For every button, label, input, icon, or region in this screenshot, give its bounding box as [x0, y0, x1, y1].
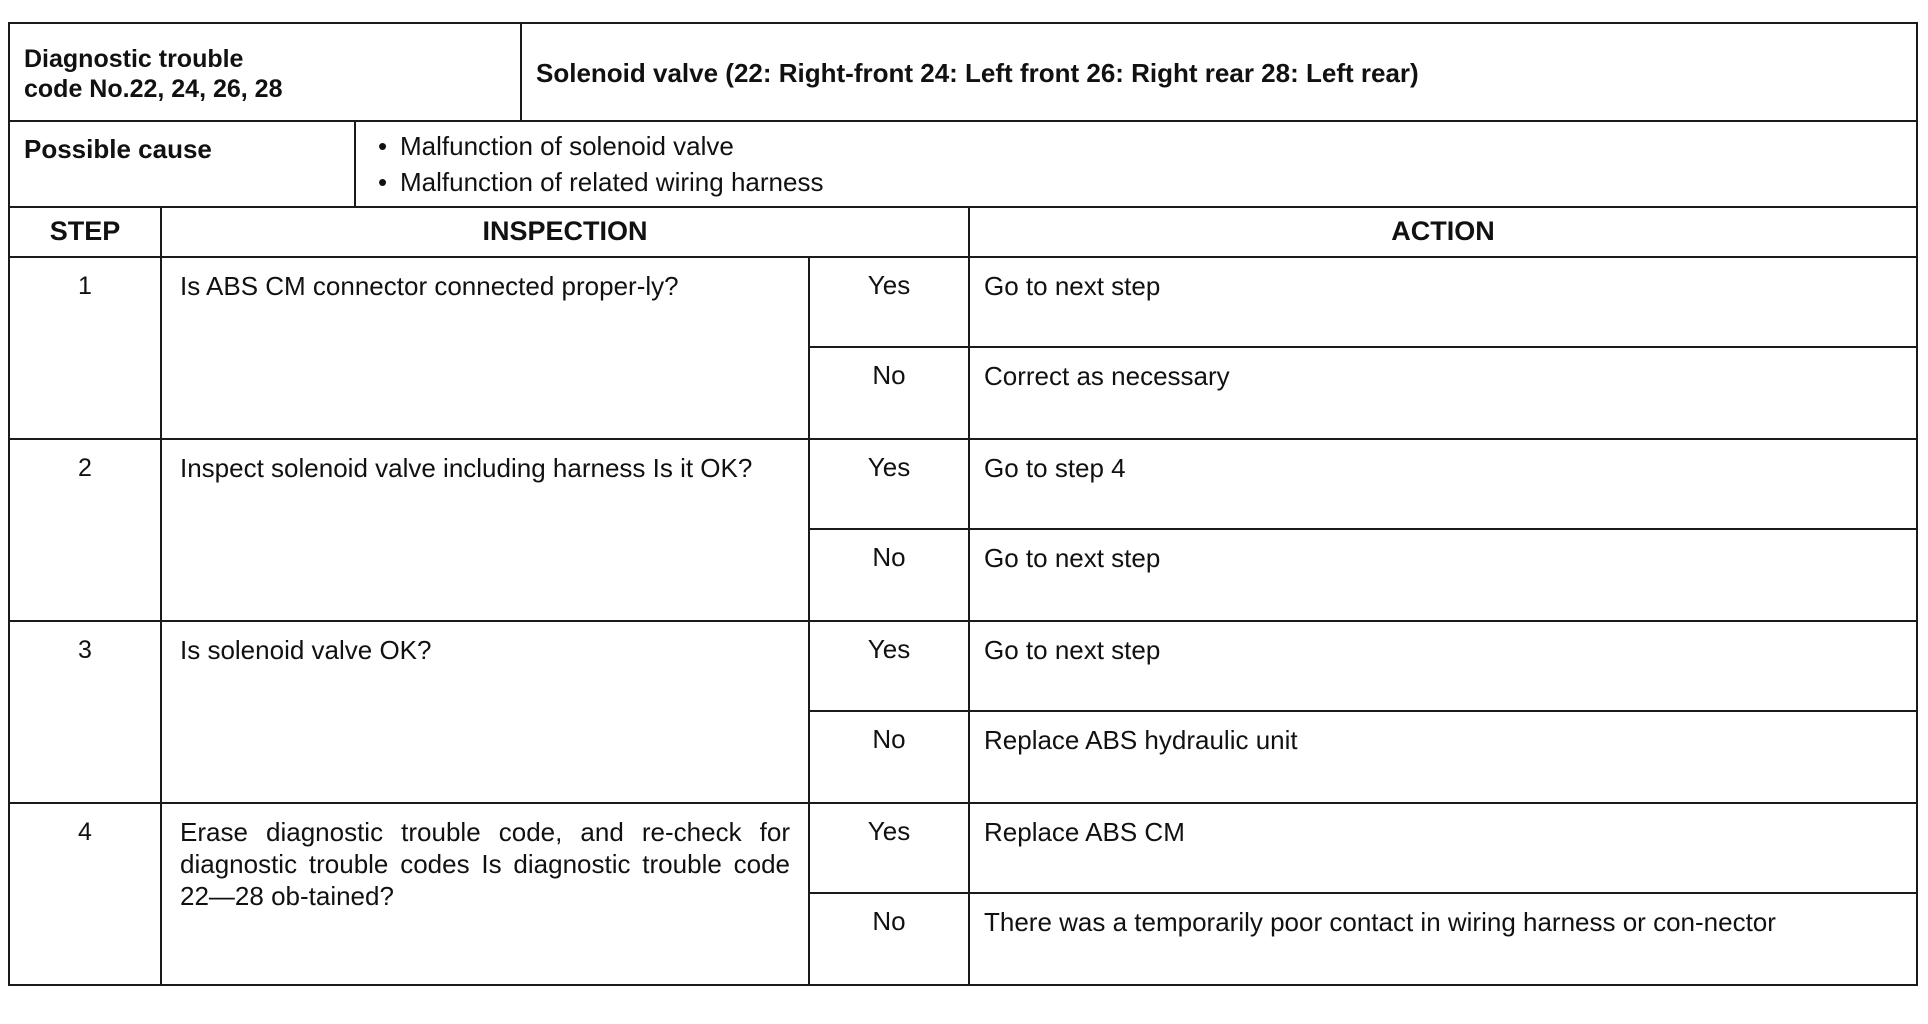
step-number: 3 [9, 621, 161, 803]
inspection-text: Inspect solenoid valve including harness Is it OK? [161, 439, 809, 621]
step-number: 2 [9, 439, 161, 621]
no-label: No [809, 711, 969, 803]
diagnostic-document [8, 22, 1918, 986]
column-header-action: ACTION [969, 207, 1917, 257]
no-label: No [809, 347, 969, 439]
possible-cause-item: • Malfunction of solenoid valve [378, 128, 1916, 164]
possible-cause-table [8, 120, 1918, 208]
trouble-code-label-line2: code No.22, 24, 26, 28 [24, 75, 283, 103]
yes-action: Go to step 4 [969, 439, 1917, 529]
possible-cause-item: • Malfunction of related wiring harness [378, 164, 1916, 200]
page-title: Solenoid valve (22: Right-front 24: Left front 26: Right rear 28: Left rear) [521, 23, 1917, 121]
step-number: 4 [9, 803, 161, 985]
trouble-code-label-line1: Diagnostic trouble [24, 45, 244, 73]
no-label: No [809, 893, 969, 985]
possible-cause-label: Possible cause [9, 121, 355, 207]
column-header-inspection: INSPECTION [161, 207, 969, 257]
inspection-text: Erase diagnostic trouble code, and re-check for diagnostic trouble codes Is diagnostic trouble code 22—28 ob-tained? [161, 803, 809, 985]
possible-cause-list [356, 122, 1916, 200]
trouble-code-cell [9, 23, 521, 121]
step-number: 1 [9, 257, 161, 439]
inspection-table [8, 206, 1918, 986]
possible-cause-cell [355, 121, 1917, 207]
no-label: No [809, 529, 969, 621]
no-action: There was a temporarily poor contact in wiring harness or con-nector [969, 893, 1917, 985]
inspection-text: Is ABS CM connector connected proper-ly? [161, 257, 809, 439]
no-action: Replace ABS hydraulic unit [969, 711, 1917, 803]
column-header-step: STEP [9, 207, 161, 257]
yes-label: Yes [809, 257, 969, 347]
yes-action: Go to next step [969, 621, 1917, 711]
header-table [8, 22, 1918, 122]
no-action: Correct as necessary [969, 347, 1917, 439]
inspection-text: Is solenoid valve OK? [161, 621, 809, 803]
yes-action: Replace ABS CM [969, 803, 1917, 893]
yes-label: Yes [809, 621, 969, 711]
yes-label: Yes [809, 803, 969, 893]
yes-label: Yes [809, 439, 969, 529]
no-action: Go to next step [969, 529, 1917, 621]
yes-action: Go to next step [969, 257, 1917, 347]
